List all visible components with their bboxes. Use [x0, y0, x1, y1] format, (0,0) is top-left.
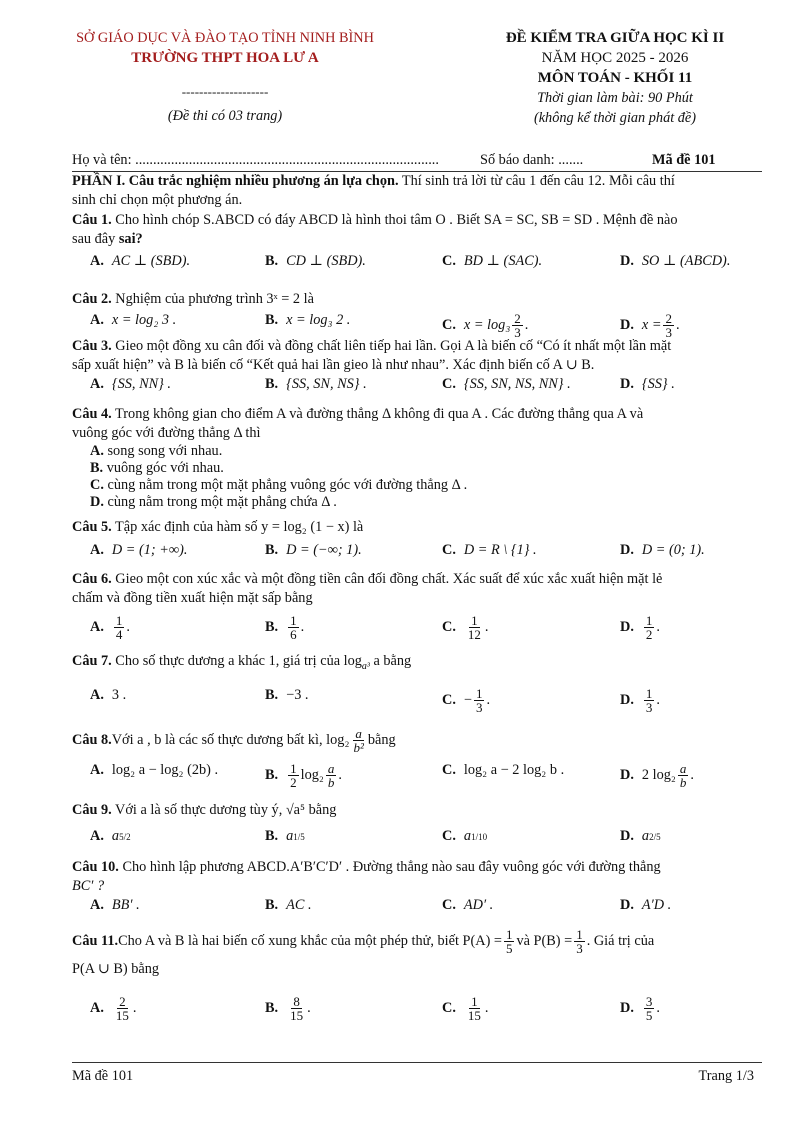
q4-option-a[interactable]: A. song song với nhau. [90, 443, 223, 459]
option-b[interactable]: B. AC . [265, 897, 312, 913]
exam-code: Mã đề 101 [652, 152, 716, 168]
option-b[interactable]: B. a 1/5 [265, 828, 305, 844]
option-c[interactable]: C. $\frac{1}{12}$ . [442, 613, 489, 642]
option-c[interactable]: C. {SS, SN, NS, NN} . [442, 376, 571, 392]
dashes: -------------------- [181, 84, 269, 99]
option-a[interactable]: A. D = (1; +∞). [90, 542, 188, 558]
exam-title: ĐỀ KIỂM TRA GIỮA HỌC KÌ II [505, 30, 725, 46]
question-5: Câu 5. Tập xác định của hàm số y = log₂ (1 − x) là [72, 519, 364, 535]
question-9: Câu 9. Với a là số thực dương tùy ý, √a⁵ bằng [72, 802, 337, 818]
option-d[interactable]: D. {SS} . [620, 376, 675, 392]
question-4: Câu 4. Trong không gian cho điểm A và đường thẳng Δ không đi qua A . Các đường thẳng qua A và vuông góc với đường thẳng Δ thì [72, 406, 644, 441]
pages-note: (Đề thi có 03 trang) [167, 108, 283, 124]
option-d[interactable]: D. SO ⊥ (ABCD). [620, 253, 731, 269]
option-b[interactable]: B. $\frac{1}{2}$ log₂ $\frac{a}{b}$ . [265, 761, 342, 790]
option-c[interactable]: C. log₂ a − 2 log₂ b . [442, 762, 565, 778]
q8-options [90, 762, 770, 790]
option-b[interactable]: B. $\frac{1}{6}$ . [265, 613, 305, 642]
option-c[interactable]: C. $\frac{1}{15}$ . [442, 994, 489, 1023]
option-d[interactable]: D. a 2/5 [620, 828, 661, 844]
option-b[interactable]: B. CD ⊥ (SBD). [265, 253, 366, 269]
option-c[interactable]: C. x = log₃ $\frac{2}{3}$ . [442, 311, 529, 340]
option-a[interactable]: A. a 5/2 [90, 828, 131, 844]
option-b[interactable]: B. −3 . [265, 687, 309, 703]
page-number: Trang 1/3 [698, 1068, 754, 1084]
question-10: Câu 10. Cho hình lập phương ABCD.A′B′C′D′ . Đường thẳng nào sau đây vuông góc với đường thẳng BC′ ? [72, 859, 661, 894]
q11-options [90, 995, 770, 1023]
part1-title: PHẦN I. Câu trắc nghiệm nhiều phương án lựa chọn. [72, 173, 399, 189]
option-d[interactable]: D. x = $\frac{2}{3}$ . [620, 311, 680, 340]
question-6: Câu 6. Gieo một con xúc xắc và một đồng tiền cân đối đồng chất. Xác suất để xúc xắc xuất hiện mặt lẻ chấm và đồng tiền xuất hiện mặt sấp bằng [72, 571, 663, 606]
time-note: (không kể thời gian phát đề) [533, 110, 697, 126]
option-c[interactable]: C. BD ⊥ (SAC). [442, 253, 543, 269]
question-7: Câu 7. Cho số thực dương a khác 1, giá trị của $\log_{a^3} a$ bằng [72, 653, 412, 672]
footer-code: Mã đề 101 [72, 1068, 134, 1084]
q3-options [90, 376, 770, 404]
option-d[interactable]: D. $\frac{1}{2}$ . [620, 613, 660, 642]
part1-heading [72, 172, 762, 210]
q-emph: sai? [118, 231, 143, 247]
option-a[interactable]: A. x = log₂ 3 . [90, 312, 177, 328]
q4-option-b[interactable]: B. vuông góc với nhau. [90, 460, 224, 476]
question-3: Câu 3. Gieo một đồng xu cân đối và đồng chất liên tiếp hai lần. Gọi A là biến cố “Có ít nhất một lần mặt sấp xuất hiện” và B là biến cố “Kết quả hai lần gieo là như nhau”. Xác định biến cố A ∪ B. [72, 338, 672, 373]
option-b[interactable]: B. $\frac{8}{15}$ . [265, 994, 311, 1023]
q-num: Câu 1. [72, 212, 112, 228]
school-name: TRƯỜNG THPT HOA LƯ A [131, 50, 319, 66]
id-field: Số báo danh: ....... [480, 152, 584, 168]
part1-desc: Thí sinh trả lời từ câu 1 đến câu 12. Mỗi câu thí [398, 173, 675, 189]
q4-option-d[interactable]: D. cùng nằm trong một mặt phẳng chứa Δ . [90, 494, 337, 510]
option-a[interactable]: A. 3 . [90, 687, 127, 703]
q10-options [90, 897, 770, 925]
student-info [72, 152, 762, 172]
option-d[interactable]: D. D = (0; 1). [620, 542, 705, 558]
name-field: Họ và tên: ..................................................................................... [72, 152, 439, 168]
option-d[interactable]: D. $\frac{3}{5}$ . [620, 994, 660, 1023]
q4-option-c[interactable]: C. cùng nằm trong một mặt phẳng vuông góc với đường thẳng Δ . [90, 477, 468, 493]
time-limit: Thời gian làm bài: 90 Phút [537, 90, 693, 106]
q9-options [90, 828, 770, 856]
footer-rule [72, 1062, 762, 1063]
question-11: Câu 11. Cho A và B là hai biến cố xung khắc của một phép thử, biết P(A) = $\frac{1}{5}$ và P(B) = $\frac{1}{3}$ . Giá trị của [72, 926, 655, 956]
option-a[interactable]: A. BB′ . [90, 897, 140, 913]
question-2: Câu 2. Nghiệm của phương trình 3ˣ = 2 là [72, 291, 314, 307]
option-d[interactable]: D. A′D . [620, 897, 672, 913]
option-d[interactable]: D. $\frac{1}{3}$ . [620, 686, 660, 715]
q1-options [90, 253, 770, 281]
exam-header [60, 30, 754, 130]
q7-options [90, 687, 770, 715]
q-text: sau đây [72, 231, 119, 247]
q2-options [90, 312, 770, 340]
option-c[interactable]: C. AD′ . [442, 897, 494, 913]
q6-options [90, 614, 770, 642]
subject: MÔN TOÁN - KHỐI 11 [537, 70, 693, 86]
option-b[interactable]: B. {SS, SN, NS} . [265, 376, 367, 392]
option-a[interactable]: A. log₂ a − log₂ (2b) . [90, 762, 219, 778]
option-b[interactable]: B. x = log₃ 2 . [265, 312, 351, 328]
option-a[interactable]: A. {SS, NN} . [90, 376, 172, 392]
school-year: NĂM HỌC 2025 - 2026 [541, 50, 689, 66]
question-1 [72, 211, 762, 249]
option-c[interactable]: C. a 1/10 [442, 828, 488, 844]
question-8: Câu 8. Với a , b là các số thực dương bất kì, log₂ $\frac{a}{\text{b²}}$ bằng [72, 725, 396, 755]
question-11-line2: P(A ∪ B) bằng [72, 961, 160, 977]
q5-options [90, 542, 770, 570]
option-a[interactable]: A. $\frac{2}{15}$ . [90, 994, 137, 1023]
option-b[interactable]: B. D = (−∞; 1). [265, 542, 362, 558]
q-text: Cho hình chóp S.ABCD có đáy ABCD là hình thoi tâm O . Biết SA = SC, SB = SD . Mệnh đề nào [111, 212, 678, 228]
option-a[interactable]: A. AC ⊥ (SBD). [90, 253, 191, 269]
part1-desc2: sinh chỉ chọn một phương án. [72, 192, 243, 208]
dept-name: SỞ GIÁO DỤC VÀ ĐÀO TẠO TỈNH NINH BÌNH [76, 30, 374, 46]
option-d[interactable]: D. 2 log₂ $\frac{a}{b}$ . [620, 761, 694, 790]
option-a[interactable]: A. $\frac{1}{4}$ . [90, 613, 130, 642]
option-c[interactable]: C. D = R \ {1} . [442, 542, 537, 558]
option-c[interactable]: C. − $\frac{1}{3}$ . [442, 686, 491, 715]
